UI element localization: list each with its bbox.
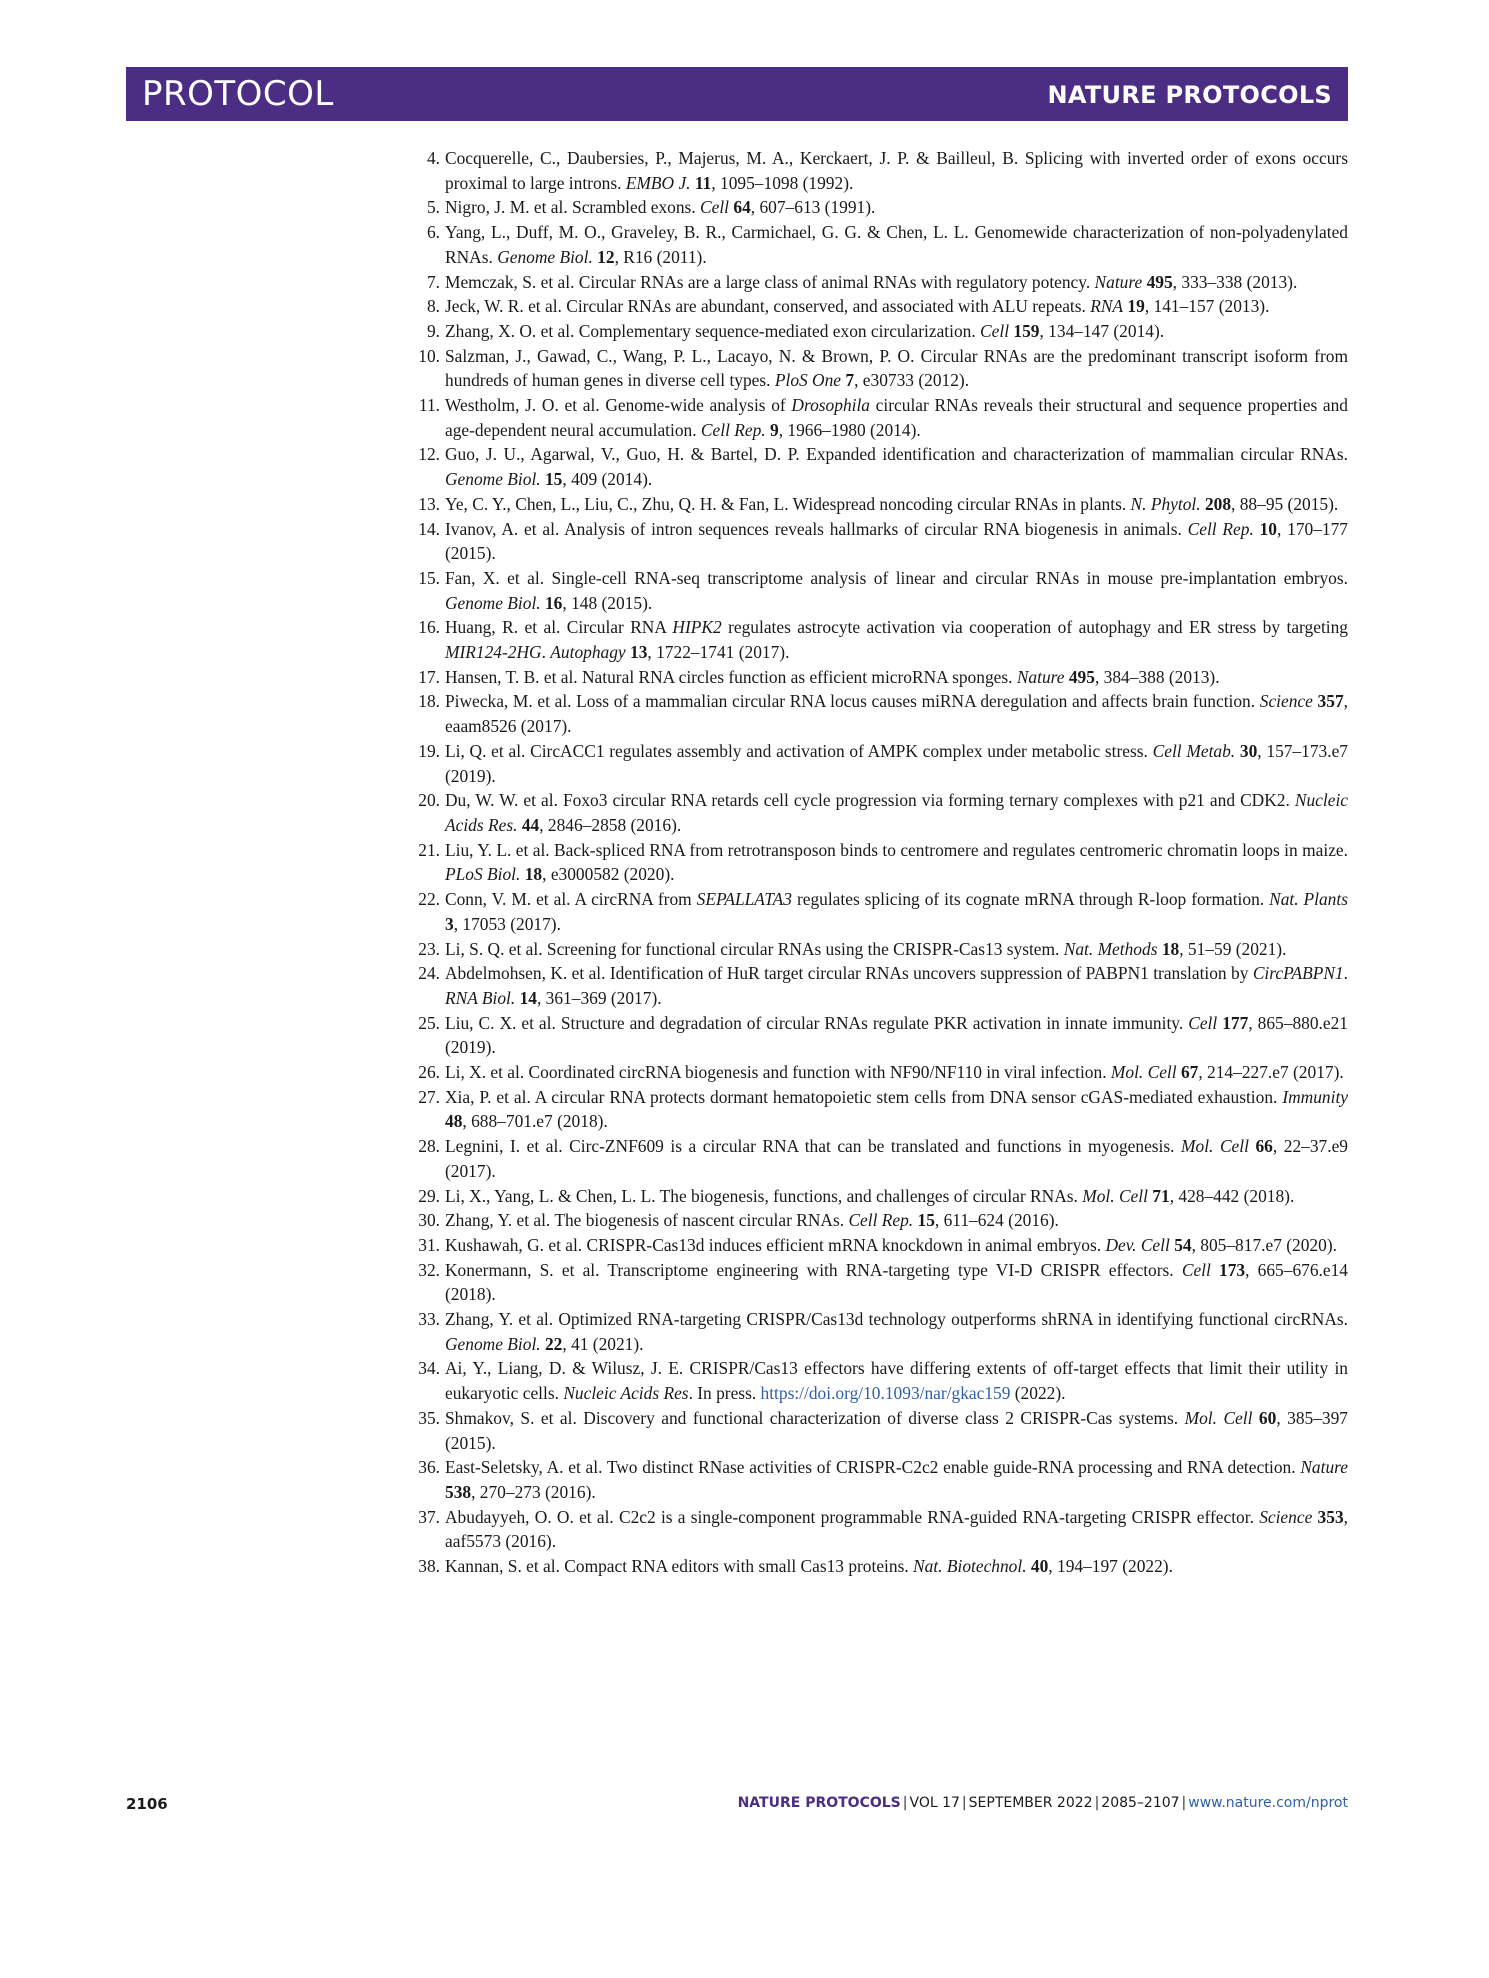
reference-fragment: Liu, Y. L. et al. Back-spliced RNA from retrotransposon binds to centromere and regulates centromeric chromatin loops in maize. <box>445 839 1348 860</box>
journal-or-gene-name: Dev. Cell <box>1105 1234 1170 1255</box>
journal-label: NATURE PROTOCOLS <box>1047 81 1332 109</box>
reference-fragment: East-Seletsky, A. et al. Two distinct RNase activities of CRISPR-C2c2 enable guide-RNA processing and RNA detection. <box>445 1457 1301 1478</box>
reference-item <box>410 665 1348 690</box>
reference-fragment: (2022). <box>1010 1383 1066 1404</box>
reference-text <box>445 790 1348 835</box>
journal-or-gene-name: Nucleic Acids Res <box>563 1383 689 1404</box>
reference-item <box>410 393 1348 442</box>
reference-number: 36. <box>418 1457 440 1478</box>
reference-text <box>445 667 1220 687</box>
reference-text <box>445 1358 1348 1403</box>
journal-or-gene-name: RNA <box>1090 296 1124 317</box>
reference-fragment: , 2846–2858 (2016). <box>539 814 682 835</box>
reference-item <box>410 739 1348 788</box>
reference-number: 7. <box>426 271 440 292</box>
reference-text <box>445 494 1338 514</box>
reference-number: 10. <box>418 345 440 366</box>
reference-item <box>410 1208 1348 1233</box>
reference-fragment: , 51–59 (2021). <box>1179 938 1287 959</box>
reference-text <box>445 889 1348 934</box>
header-banner <box>126 67 1348 121</box>
journal-or-gene-name: Genome Biol. <box>445 469 541 490</box>
footer-citation: NATURE PROTOCOLS | VOL 17 | SEPTEMBER 2022 | 2085–2107 | www.nature.com/nprot <box>737 1795 1348 1811</box>
reference-fragment: Nigro, J. M. et al. Scrambled exons. <box>445 197 701 218</box>
reference-fragment: Legnini, I. et al. Circ-ZNF609 is a circular RNA that can be translated and functions in myogenesis. <box>445 1136 1182 1157</box>
reference-text <box>445 1013 1348 1058</box>
reference-number: 28. <box>418 1136 440 1157</box>
reference-text <box>445 346 1348 391</box>
reference-item <box>410 1011 1348 1060</box>
reference-text <box>445 741 1348 786</box>
reference-fragment: Li, Q. et al. CircACC1 regulates assembly and activation of AMPK complex under metabolic stress. <box>445 740 1153 761</box>
reference-text <box>445 568 1348 613</box>
reference-fragment: Guo, J. U., Agarwal, V., Guo, H. & Bartel, D. P. Expanded identification and characterization of mammalian circular RNAs. <box>445 444 1348 465</box>
journal-or-gene-name: Genome Biol. <box>445 1333 541 1354</box>
journal-or-gene-name: Cell <box>980 320 1010 341</box>
reference-fragment: , 1095–1098 (1992). <box>711 172 854 193</box>
journal-or-gene-name: SEPALLATA3 <box>696 889 792 910</box>
volume-number: 159 <box>1013 320 1040 341</box>
reference-fragment: Kannan, S. et al. Compact RNA editors with small Cas13 proteins. <box>445 1556 914 1577</box>
journal-or-gene-name: Mol. Cell <box>1082 1185 1148 1206</box>
reference-fragment: , 384–388 (2013). <box>1094 666 1220 687</box>
volume-number: 15 <box>917 1210 935 1231</box>
reference-fragment: . <box>541 642 551 663</box>
reference-number: 8. <box>426 296 440 317</box>
reference-item <box>410 146 1348 195</box>
reference-number: 30. <box>418 1210 440 1231</box>
reference-text <box>445 321 1164 341</box>
reference-fragment: , 134–147 (2014). <box>1039 320 1165 341</box>
reference-number: 35. <box>418 1407 440 1428</box>
reference-text <box>445 1556 1173 1576</box>
journal-or-gene-name: CircPABPN1 <box>1252 963 1344 984</box>
reference-text <box>445 222 1348 267</box>
journal-or-gene-name: Nat. Biotechnol. <box>913 1556 1027 1577</box>
reference-text <box>445 1457 1348 1502</box>
journal-or-gene-name: Cell Rep. <box>848 1210 914 1231</box>
reference-text <box>445 519 1348 564</box>
reference-number: 22. <box>418 889 440 910</box>
reference-text <box>445 272 1297 292</box>
reference-number: 14. <box>418 518 440 539</box>
reference-fragment: Cocquerelle, C., Daubersies, P., Majerus, M. A., Kerckaert, J. P. & Bailleul, B. Splicing with inverted order of exons occurs proximal to large introns. <box>445 148 1348 193</box>
reference-fragment: regulates astrocyte activation via cooperation of autophagy and ER stress by targeting <box>721 617 1348 638</box>
reference-fragment: , 17053 (2017). <box>453 913 561 934</box>
journal-or-gene-name: Science <box>1259 691 1313 712</box>
reference-number: 21. <box>418 839 440 860</box>
reference-item <box>410 1134 1348 1183</box>
reference-fragment <box>1211 1260 1219 1280</box>
reference-number: 5. <box>426 197 440 218</box>
reference-number: 32. <box>418 1259 440 1280</box>
reference-fragment: . <box>1343 963 1348 984</box>
reference-fragment: , 361–369 (2017). <box>536 987 662 1008</box>
reference-fragment: Du, W. W. et al. Foxo3 circular RNA retards cell cycle progression via forming ternary complexes with p21 and CDK2. <box>445 790 1295 811</box>
reference-text <box>445 1235 1337 1255</box>
reference-text <box>445 395 1348 440</box>
reference-text <box>445 963 1348 1008</box>
reference-item <box>410 1233 1348 1258</box>
reference-fragment: regulates splicing of its cognate mRNA through R-loop formation. <box>791 889 1270 910</box>
reference-text <box>445 296 1269 316</box>
journal-or-gene-name: PLoS Biol. <box>445 864 521 885</box>
reference-fragment: Salzman, J., Gawad, C., Wang, P. L., Lacayo, N. & Brown, P. O. Circular RNAs are the predominant transcript isoform from hundreds of human genes in diverse cell types. <box>445 345 1348 391</box>
volume-number: 13 <box>630 642 648 663</box>
volume-number: 495 <box>1146 271 1173 292</box>
reference-fragment: , 607–613 (1991). <box>750 197 876 218</box>
reference-item <box>410 1258 1348 1307</box>
footer-url-link[interactable]: www.nature.com/nprot <box>1188 1795 1348 1811</box>
reference-item <box>410 1356 1348 1405</box>
volume-number: 18 <box>1161 938 1180 959</box>
reference-fragment: , 214–227.e7 (2017). <box>1198 1062 1344 1083</box>
volume-number: 60 <box>1258 1407 1277 1428</box>
reference-fragment: Liu, C. X. et al. Structure and degradation of circular RNAs regulate PKR activation in innate immunity. <box>445 1012 1189 1033</box>
volume-number: 30 <box>1239 740 1258 761</box>
reference-fragment: , 194–197 (2022). <box>1048 1556 1173 1577</box>
volume-number: 15 <box>544 469 563 490</box>
journal-or-gene-name: Cell Rep. <box>1187 518 1254 539</box>
reference-fragment: , e3000582 (2020). <box>542 864 675 885</box>
journal-or-gene-name: PloS One <box>774 370 842 391</box>
volume-number: 19 <box>1127 296 1145 317</box>
journal-or-gene-name: Cell Rep. <box>700 419 766 440</box>
journal-or-gene-name: Nature <box>1300 1457 1348 1478</box>
reference-fragment: , 41 (2021). <box>562 1333 644 1354</box>
volume-number: 48 <box>445 1111 463 1132</box>
reference-fragment: , 141–157 (2013). <box>1144 296 1270 317</box>
reference-number: 25. <box>418 1012 440 1033</box>
reference-item <box>410 1307 1348 1356</box>
reference-number: 31. <box>418 1234 440 1255</box>
reference-fragment: , 148 (2015). <box>562 592 653 613</box>
reference-fragment: , 611–624 (2016). <box>934 1210 1059 1231</box>
reference-number: 11. <box>418 395 440 416</box>
reference-number: 37. <box>418 1506 440 1527</box>
reference-item <box>410 1085 1348 1134</box>
reference-text <box>445 1408 1348 1453</box>
reference-fragment: , 385–397 (2015). <box>445 1407 1349 1453</box>
volume-number: 173 <box>1219 1259 1246 1280</box>
reference-fragment: , 22–37.e9 (2017). <box>445 1136 1348 1181</box>
journal-or-gene-name: MIR124-2HG <box>445 642 542 663</box>
reference-fragment: circular RNAs reveals their structural and sequence properties and age-dependent neural accumulation. <box>445 395 1349 440</box>
reference-item <box>410 220 1348 269</box>
reference-text <box>445 840 1348 885</box>
reference-fragment: Huang, R. et al. Circular RNA <box>445 617 673 638</box>
reference-text <box>445 1260 1348 1305</box>
reference-fragment: , 688–701.e7 (2018). <box>462 1111 608 1132</box>
reference-list <box>410 146 1348 1579</box>
reference-text <box>445 1136 1348 1181</box>
reference-text <box>445 1210 1059 1230</box>
journal-or-gene-name: Autophagy <box>550 642 626 663</box>
reference-item <box>410 319 1348 344</box>
reference-fragment: , aaf5573 (2016). <box>445 1506 1348 1552</box>
reference-fragment: Yang, L., Duff, M. O., Graveley, B. R., Carmichael, G. G. & Chen, L. L. Genomewide characterization of non-polyadenylated RNAs. <box>445 222 1348 267</box>
reference-fragment: Conn, V. M. et al. A circRNA from <box>445 889 697 910</box>
volume-number: 54 <box>1174 1234 1192 1255</box>
reference-number: 27. <box>418 1086 440 1107</box>
reference-number: 34. <box>418 1358 440 1379</box>
reference-item <box>410 1554 1348 1579</box>
reference-fragment: , 333–338 (2013). <box>1172 271 1298 292</box>
reference-fragment: Abdelmohsen, K. et al. Identification of HuR target circular RNAs uncovers suppression of PABPN1 translation by <box>445 963 1253 984</box>
reference-fragment: Zhang, Y. et al. The biogenesis of nascent circular RNAs. <box>445 1210 849 1231</box>
volume-number: 64 <box>733 197 751 218</box>
reference-item <box>410 1505 1348 1554</box>
reference-item <box>410 442 1348 491</box>
reference-item <box>410 344 1348 393</box>
reference-text <box>445 1186 1294 1206</box>
reference-text <box>445 1087 1348 1132</box>
journal-or-gene-name: N. Phytol. <box>1130 493 1201 514</box>
footer-date: SEPTEMBER 2022 <box>968 1795 1093 1811</box>
volume-number: 538 <box>445 1481 472 1502</box>
volume-number: 14 <box>519 987 537 1008</box>
reference-item <box>410 294 1348 319</box>
reference-fragment: , 665–676.e14 (2018). <box>445 1259 1348 1305</box>
reference-fragment: Li, X., Yang, L. & Chen, L. L. The biogenesis, functions, and challenges of circular RNAs. <box>445 1185 1083 1206</box>
reference-number: 20. <box>418 790 440 811</box>
reference-fragment: , e30733 (2012). <box>854 370 970 391</box>
reference-fragment: Ye, C. Y., Chen, L., Liu, C., Zhu, Q. H. & Fan, L. Widespread noncoding circular RNAs in plants. <box>445 493 1131 514</box>
reference-fragment: Zhang, Y. et al. Optimized RNA-targeting CRISPR/Cas13d technology outperforms shRNA in identifying functional circRNAs. <box>445 1309 1348 1330</box>
reference-fragment: Abudayyeh, O. O. et al. C2c2 is a single-component programmable RNA-guided RNA-targeting CRISPR effector. <box>445 1506 1260 1527</box>
reference-fragment: Li, X. et al. Coordinated circRNA biogenesis and function with NF90/NF110 in viral infection. <box>445 1062 1111 1083</box>
volume-number: 44 <box>521 814 540 835</box>
volume-number: 10 <box>1259 518 1277 539</box>
reference-fragment: , 428–442 (2018). <box>1169 1185 1295 1206</box>
reference-fragment: , 865–880.e21 (2019). <box>445 1012 1348 1058</box>
reference-number: 12. <box>418 444 440 465</box>
reference-fragment: Hansen, T. B. et al. Natural RNA circles function as efficient microRNA sponges. <box>445 666 1017 687</box>
volume-number: 9 <box>770 419 779 440</box>
reference-number: 29. <box>418 1185 440 1206</box>
reference-text <box>445 1062 1344 1082</box>
journal-or-gene-name: Immunity <box>1282 1086 1348 1107</box>
reference-item <box>410 1406 1348 1455</box>
journal-or-gene-name: Cell <box>1188 1012 1218 1033</box>
reference-text <box>445 148 1348 193</box>
journal-or-gene-name: EMBO J. <box>625 172 691 193</box>
reference-text <box>445 617 1348 662</box>
volume-number: 495 <box>1068 666 1095 687</box>
volume-number: 357 <box>1317 691 1344 712</box>
page-number: 2106 <box>126 1795 168 1813</box>
reference-item <box>410 1060 1348 1085</box>
journal-or-gene-name: Nature <box>1016 666 1065 687</box>
volume-number: 3 <box>445 913 454 934</box>
reference-fragment: Ivanov, A. et al. Analysis of intron sequences reveals hallmarks of circular RNA biogenesis in animals. <box>445 518 1188 539</box>
reference-fragment: , R16 (2011). <box>614 246 707 267</box>
reference-item <box>410 689 1348 738</box>
volume-number: 12 <box>597 246 615 267</box>
reference-number: 24. <box>418 963 440 984</box>
reference-item <box>410 961 1348 1010</box>
reference-text <box>445 939 1286 959</box>
reference-number: 16. <box>418 617 440 638</box>
volume-number: 7 <box>845 370 855 391</box>
journal-or-gene-name: Nat. Methods <box>1063 938 1158 959</box>
reference-fragment: Xia, P. et al. A circular RNA protects dormant hematopoietic stem cells from DNA sensor cGAS-mediated exhaustion. <box>445 1086 1283 1107</box>
volume-number: 177 <box>1222 1012 1249 1033</box>
reference-item <box>410 566 1348 615</box>
footer-volume: VOL 17 <box>909 1795 960 1811</box>
reference-number: 19. <box>418 740 440 761</box>
reference-fragment: Westholm, J. O. et al. Genome-wide analysis of <box>445 395 792 416</box>
reference-item <box>410 838 1348 887</box>
reference-fragment: , 88–95 (2015). <box>1231 493 1339 514</box>
reference-fragment: Memczak, S. et al. Circular RNAs are a large class of animal RNAs with regulatory potency. <box>445 271 1095 292</box>
reference-number: 23. <box>418 938 440 959</box>
journal-or-gene-name: Drosophila <box>791 395 870 416</box>
reference-fragment: Fan, X. et al. Single-cell RNA-seq transcriptome analysis of linear and circular RNAs in mouse pre-implantation embryos. <box>445 567 1348 588</box>
reference-item <box>410 615 1348 664</box>
reference-fragment: Ai, Y., Liang, D. & Wilusz, J. E. CRISPR/Cas13 effectors have differing extents of off-target effects that limit their utility in eukaryotic cells. <box>445 1358 1348 1404</box>
reference-text <box>445 1309 1348 1354</box>
reference-item <box>410 517 1348 566</box>
journal-or-gene-name: Cell Metab. <box>1152 740 1236 761</box>
reference-fragment: , 170–177 (2015). <box>445 518 1348 564</box>
reference-item <box>410 887 1348 936</box>
reference-fragment: , 1966–1980 (2014). <box>778 419 921 440</box>
volume-number: 40 <box>1030 1556 1049 1577</box>
journal-or-gene-name: Mol. Cell <box>1184 1407 1253 1428</box>
reference-item <box>410 1455 1348 1504</box>
journal-or-gene-name: Cell <box>700 197 730 218</box>
journal-or-gene-name: Nucleic Acids Res. <box>445 790 1348 835</box>
journal-or-gene-name: RNA Biol. <box>445 987 516 1008</box>
journal-or-gene-name: Science <box>1259 1506 1313 1527</box>
journal-or-gene-name: Nature <box>1094 271 1143 292</box>
reference-number: 33. <box>418 1309 440 1330</box>
reference-number: 6. <box>426 222 440 243</box>
journal-or-gene-name: Genome Biol. <box>497 246 593 267</box>
reference-text <box>445 444 1348 489</box>
volume-number: 18 <box>524 864 543 885</box>
footer-journal: NATURE PROTOCOLS <box>737 1795 901 1811</box>
volume-number: 353 <box>1317 1506 1344 1527</box>
reference-text <box>445 1507 1348 1552</box>
reference-number: 13. <box>418 493 440 514</box>
reference-number: 26. <box>418 1062 440 1083</box>
volume-number: 67 <box>1180 1062 1199 1083</box>
reference-fragment: , 270–273 (2016). <box>471 1481 596 1502</box>
reference-fragment: Piwecka, M. et al. Loss of a mammalian circular RNA locus causes miRNA deregulation and affects brain function. <box>445 691 1260 712</box>
reference-item <box>410 1184 1348 1209</box>
journal-or-gene-name: Mol. Cell <box>1181 1136 1249 1157</box>
reference-fragment: Shmakov, S. et al. Discovery and functional characterization of diverse class 2 CRISPR-Cas systems. <box>445 1407 1185 1428</box>
reference-fragment: Konermann, S. et al. Transcriptome engineering with RNA-targeting type VI-D CRISPR effectors. <box>445 1259 1182 1280</box>
reference-number: 17. <box>418 666 440 687</box>
journal-or-gene-name: HIPK2 <box>672 617 722 638</box>
reference-fragment: Kushawah, G. et al. CRISPR-Cas13d induces efficient mRNA knockdown in animal embryos. <box>445 1234 1106 1255</box>
reference-item <box>410 492 1348 517</box>
reference-fragment: , 409 (2014). <box>562 469 653 490</box>
journal-or-gene-name: Cell <box>1181 1259 1211 1280</box>
journal-or-gene-name: Genome Biol. <box>445 592 541 613</box>
reference-text <box>445 691 1348 736</box>
reference-fragment: Jeck, W. R. et al. Circular RNAs are abundant, conserved, and associated with ALU repeats. <box>445 296 1091 317</box>
reference-fragment: Zhang, X. O. et al. Complementary sequence-mediated exon circularization. <box>445 320 981 341</box>
reference-fragment: , 157–173.e7 (2019). <box>445 740 1348 786</box>
reference-number: 15. <box>418 567 440 588</box>
section-label: PROTOCOL <box>142 74 334 114</box>
doi-link[interactable]: https://doi.org/10.1093/nar/gkac159 <box>760 1383 1011 1404</box>
journal-or-gene-name: Mol. Cell <box>1110 1062 1177 1083</box>
volume-number: 22 <box>544 1333 563 1354</box>
reference-item <box>410 195 1348 220</box>
journal-or-gene-name: Nat. Plants <box>1269 889 1348 910</box>
volume-number: 66 <box>1255 1136 1273 1157</box>
volume-number: 71 <box>1152 1185 1170 1206</box>
reference-fragment: , eaam8526 (2017). <box>445 691 1348 737</box>
reference-fragment: , 805–817.e7 (2020). <box>1191 1234 1337 1255</box>
reference-number: 9. <box>426 320 440 341</box>
volume-number: 16 <box>544 592 563 613</box>
reference-item <box>410 788 1348 837</box>
footer-pages: 2085–2107 <box>1101 1795 1180 1811</box>
reference-number: 4. <box>426 148 440 168</box>
volume-number: 11 <box>694 172 712 193</box>
volume-number: 208 <box>1204 493 1232 514</box>
reference-text <box>445 197 875 217</box>
reference-item <box>410 270 1348 295</box>
reference-item <box>410 937 1348 962</box>
reference-number: 18. <box>418 691 440 712</box>
reference-fragment: Li, S. Q. et al. Screening for functional circular RNAs using the CRISPR-Cas13 system. <box>445 938 1064 959</box>
reference-number: 38. <box>418 1556 440 1577</box>
reference-fragment: . In press. <box>688 1383 761 1404</box>
reference-fragment: , 1722–1741 (2017). <box>647 642 790 663</box>
